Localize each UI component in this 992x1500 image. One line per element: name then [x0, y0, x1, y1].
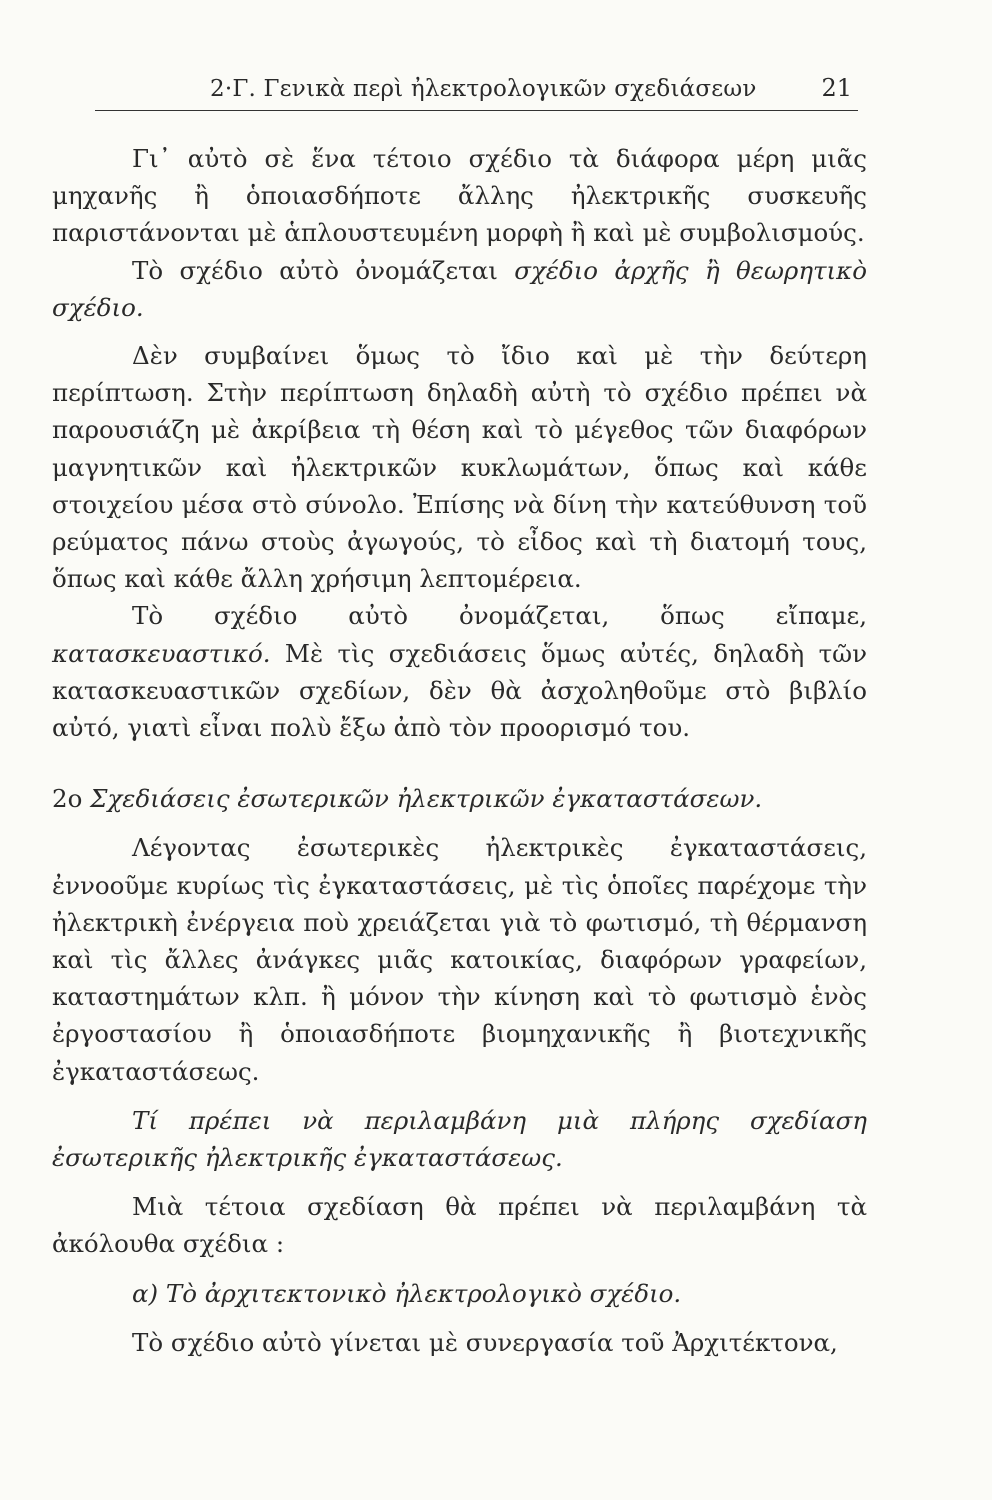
subheading-question — [52, 1102, 867, 1176]
running-header — [95, 70, 858, 111]
paragraph-2-text: Τὸ σχέδιο αὐτὸ ὀνομάζεται — [132, 255, 515, 285]
paragraph-4 — [52, 597, 867, 746]
section-number: 2ο — [52, 784, 83, 814]
running-title: 2·Γ. Γενικὰ περὶ ἠλεκτρολογικῶν σχεδιάσεων — [210, 76, 757, 102]
term-constructional: κατασκευαστικό. — [52, 638, 271, 668]
paragraph-4-rest: Μὲ τὶς σχεδιάσεις ὅμως αὐτές, δηλαδὴ τῶν κατασκευαστικῶν σχεδίων, δὲν θὰ ἀσχοληθοῦμε στὸ βιβλίο αὐτό, γιατὶ εἶναι πολὺ ἔξω ἀπὸ τὸν προορισμό του. — [52, 638, 867, 743]
paragraph-4-text: Τὸ σχέδιο αὐτὸ ὀνομάζεται, ὅπως εἴπαμε, — [132, 601, 867, 631]
list-item-a-text: α) Τὸ ἀρχιτεκτονικὸ ἠλεκτρολογικὸ σχέδιο. — [132, 1278, 682, 1308]
paragraph-2 — [52, 252, 867, 326]
paragraph-5: Λέγοντας ἐσωτερικὲς ἠλεκτρικὲς ἐγκαταστάσεις, ἐννοοῦμε κυρίως τὶς ἐγκαταστάσεις, μὲ τὶς ὁποῖες παρέχομε τὴν ἠλεκτρικὴ ἐνέργεια ποὺ χρειάζεται γιὰ τὸ φωτισμό, τὴ θέρμανση καὶ τὶς ἄλλες ἀνάγκες μιᾶς κατοικίας, διαφόρων γραφείων, καταστημάτων κλπ. ἢ μόνον τὴν κίνηση καὶ τὸ φωτισμὸ ἑνὸς ἐργοστασίου ἢ ὁποιασδήποτε βιομηχανικῆς ἢ βιοτεχνικῆς ἐγκαταστάσεως. — [52, 833, 867, 1086]
paragraph-1: Γι᾽ αὐτὸ σὲ ἕνα τέτοιο σχέδιο τὰ διάφορα μέρη μιᾶς μηχανῆς ἢ ὁποιασδήποτε ἄλλης ἠλεκτρικῆς συσκευῆς παριστάνονται μὲ ἁπλουστευμένη μορφὴ ἢ καὶ μὲ συμβολισμούς. — [52, 144, 867, 248]
term-theoretical-drawing: σχέδιο ἀρχῆς ἢ θεωρητικὸ σχέδιο. — [52, 255, 867, 322]
section-title: Σχεδιάσεις ἐσωτερικῶν ἠλεκτρικῶν ἐγκαταστάσεων. — [90, 784, 763, 814]
body-text — [52, 140, 867, 1361]
paragraph-8: Τὸ σχέδιο αὐτὸ γίνεται μὲ συνεργασία τοῦ Ἀρχιτέκτονα, — [132, 1327, 838, 1357]
section-heading — [52, 780, 867, 817]
subheading-question-text: Τί πρέπει νὰ περιλαμβάνη μιὰ πλήρης σχεδίαση ἐσωτερικῆς ἠλεκτρικῆς ἐγκαταστάσεως. — [52, 1105, 867, 1173]
paragraph-3: Δὲν συμβαίνει ὅμως τὸ ἴδιο καὶ μὲ τὴν δεύτερη περίπτωση. Στὴν περίπτωση δηλαδὴ αὐτὴ τὸ σχέδιο πρέπει νὰ παρουσιάζη μὲ ἀκρίβεια τὴ θέση καὶ τὸ μέγεθος τῶν διαφόρων μαγνητικῶν καὶ ἠλεκτρικῶν κυκλωμάτων, ὅπως καὶ κάθε στοιχείου μέσα στὸ σύνολο. Ἐπίσης νὰ δίνη τὴν κατεύθυνση τοῦ ρεύματος πάνω στοὺς ἀγωγούς, τὸ εἶδος καὶ τὴ διατομή τους, ὅπως καὶ κάθε ἄλλη χρήσιμη λεπτομέρεια. — [52, 341, 867, 594]
page-number: 21 — [821, 74, 852, 102]
paragraph-7: Μιὰ τέτοια σχεδίαση θὰ πρέπει νὰ περιλαμβάνη τὰ ἀκόλουθα σχέδια : — [52, 1192, 867, 1259]
list-item-a — [52, 1275, 867, 1312]
